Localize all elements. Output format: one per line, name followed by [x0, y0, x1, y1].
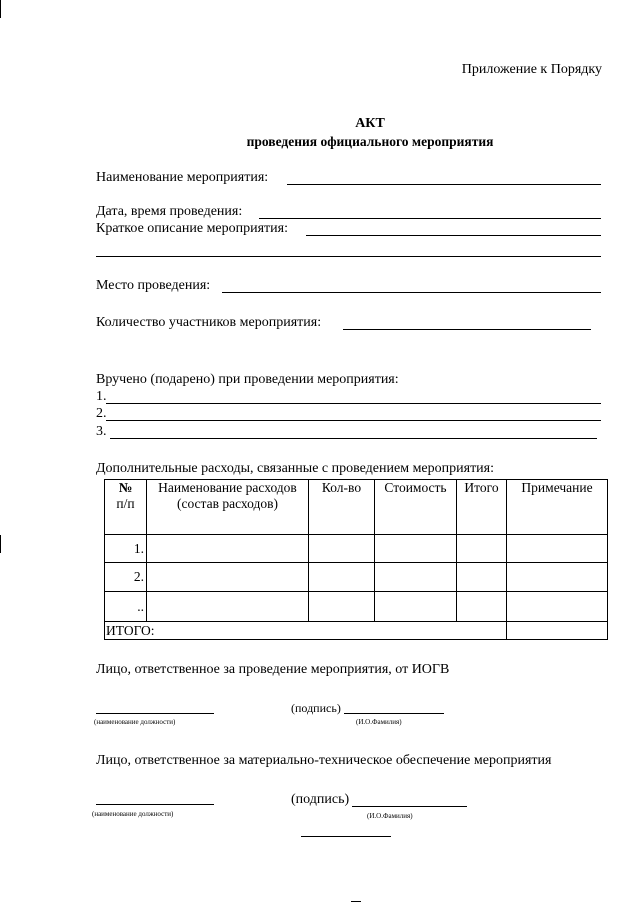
extra-signature-line	[301, 836, 391, 837]
cost-cell[interactable]	[375, 563, 457, 592]
document-title: АКТ	[355, 116, 385, 131]
cost-cell[interactable]	[375, 592, 457, 622]
participants-line[interactable]	[343, 329, 591, 330]
participants-label: Количество участников мероприятия:	[96, 315, 322, 330]
page-bottom-mark	[351, 901, 361, 902]
column-expense-name: Наименование расходов (состав расходов)	[147, 480, 309, 535]
column-number-sign: №	[118, 480, 133, 495]
material-signature-label: (подпись)	[291, 792, 350, 807]
responsible-ogv-heading: Лицо, ответственное за проведение мероприятия, от ИОГВ	[96, 662, 450, 677]
material-name-line[interactable]	[352, 806, 467, 807]
row-number: 1.	[105, 535, 147, 563]
column-number	[105, 480, 147, 535]
ogv-position-line[interactable]	[96, 713, 214, 714]
material-position-line[interactable]	[96, 804, 214, 805]
gift-item-1-number: 1.	[96, 389, 107, 404]
ogv-position-caption: (наименование должности)	[94, 718, 176, 726]
place-label: Место проведения:	[96, 278, 211, 293]
expenses-table	[104, 479, 608, 640]
place-line[interactable]	[222, 292, 601, 293]
totals-note-cell[interactable]	[507, 622, 608, 640]
totals-label: ИТОГО:	[105, 622, 507, 640]
ogv-name-caption: (И.О.Фамилия)	[356, 718, 402, 726]
quantity-cell[interactable]	[309, 592, 375, 622]
document-subtitle: проведения официального мероприятия	[246, 134, 494, 149]
scan-margin-mark-middle	[0, 535, 1, 553]
gift-item-1-line[interactable]	[106, 403, 601, 404]
event-name-line[interactable]	[287, 184, 601, 185]
column-quantity: Кол-во	[309, 480, 375, 535]
column-note: Примечание	[507, 480, 608, 535]
totals-row	[105, 622, 608, 640]
gift-item-2-line[interactable]	[106, 420, 601, 421]
row-number: ..	[105, 592, 147, 622]
expense-name-cell[interactable]	[147, 563, 309, 592]
gifts-heading: Вручено (подарено) при проведении мероприятия:	[96, 372, 399, 387]
column-total: Итого	[457, 480, 507, 535]
cost-cell[interactable]	[375, 535, 457, 563]
quantity-cell[interactable]	[309, 563, 375, 592]
expenses-heading: Дополнительные расходы, связанные с проведением мероприятия:	[96, 461, 495, 476]
material-name-caption: (И.О.Фамилия)	[367, 812, 413, 820]
note-cell[interactable]	[507, 535, 608, 563]
expense-name-cell[interactable]	[147, 592, 309, 622]
table-row	[105, 535, 608, 563]
responsible-material-heading: Лицо, ответственное за материально-техническое обеспечение мероприятия	[96, 753, 552, 768]
description-line-2[interactable]	[96, 256, 601, 257]
table-row	[105, 592, 608, 622]
total-cell[interactable]	[457, 592, 507, 622]
ogv-name-line[interactable]	[344, 713, 444, 714]
scan-margin-mark-top	[0, 0, 1, 18]
quantity-cell[interactable]	[309, 535, 375, 563]
note-cell[interactable]	[507, 592, 608, 622]
total-cell[interactable]	[457, 535, 507, 563]
description-line-1[interactable]	[306, 235, 601, 236]
material-position-caption: (наименование должности)	[92, 810, 174, 818]
gift-item-3-number: 3.	[96, 424, 107, 439]
gift-item-2-number: 2.	[96, 406, 107, 421]
total-cell[interactable]	[457, 563, 507, 592]
column-number-abbr: п/п	[116, 496, 135, 511]
description-label: Краткое описание мероприятия:	[96, 221, 289, 236]
date-time-label: Дата, время проведения:	[96, 204, 243, 219]
note-cell[interactable]	[507, 563, 608, 592]
appendix-label: Приложение к Порядку	[461, 62, 602, 77]
event-name-label: Наименование мероприятия:	[96, 170, 269, 185]
date-time-line[interactable]	[259, 218, 601, 219]
column-cost: Стоимость	[375, 480, 457, 535]
expenses-table-header	[105, 480, 608, 535]
expense-name-cell[interactable]	[147, 535, 309, 563]
row-number: 2.	[105, 563, 147, 592]
gift-item-3-line[interactable]	[110, 438, 597, 439]
table-row	[105, 563, 608, 592]
ogv-signature-label: (подпись)	[291, 701, 341, 715]
